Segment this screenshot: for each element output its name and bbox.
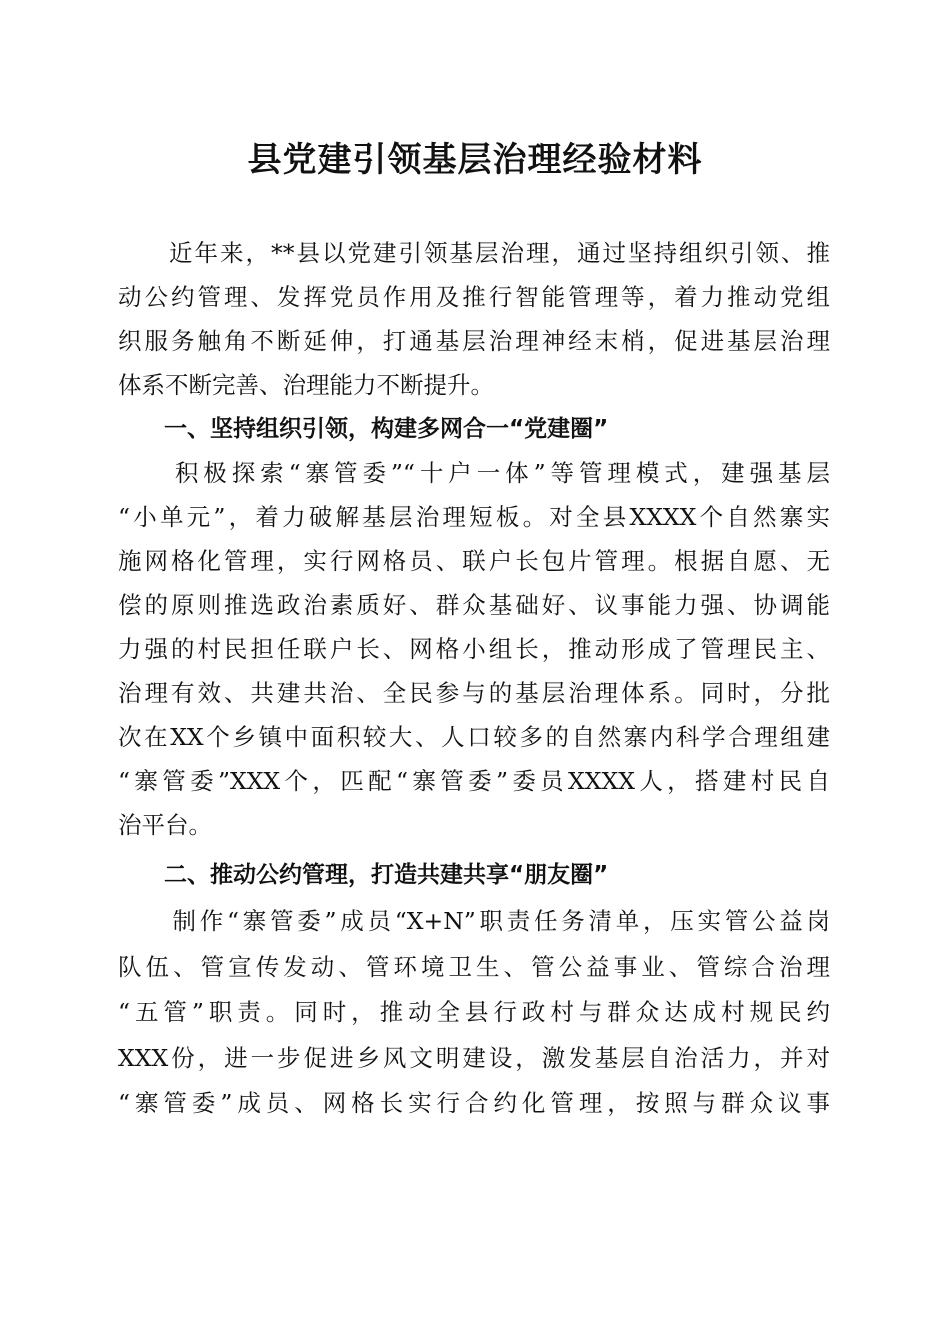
paragraph-line: “小单元”，着力破解基层治理短板。对全县XXXX个自然寨实 (118, 503, 830, 531)
section-heading: 一、坚持组织引领，构建多网合一“党建圈” (118, 416, 609, 442)
paragraph-line: 织服务触角不断延伸，打通基层治理神经末梢，促进基层治理 (118, 327, 830, 355)
document-title: 县党建引领基层治理经验材料 (247, 140, 703, 180)
paragraph-line: 施网格化管理，实行网格员、联户长包片管理。根据自愿、无 (118, 547, 830, 575)
paragraph-line: 偿的原则推选政治素质好、群众基础好、议事能力强、协调能 (118, 591, 830, 619)
paragraph-line: 治理有效、共建共治、全民参与的基层治理体系。同时，分批 (118, 679, 830, 707)
paragraph-line: 动公约管理、发挥党员作用及推行智能管理等，着力推动党组 (118, 283, 830, 311)
paragraph-line: XXX份，进一步促进乡风文明建设，激发基层自治活力，并对 (118, 1044, 830, 1072)
paragraph-line: “寨管委”XXX个，匹配“寨管委”委员XXXX人，搭建村民自 (118, 767, 830, 795)
paragraph-line: 体系不断完善、治理能力不断提升。 (118, 371, 494, 399)
paragraph-line: “寨管委”成员、网格长实行合约化管理，按照与群众议事 (118, 1089, 830, 1117)
paragraph-line: “五管”职责。同时，推动全县行政村与群众达成村规民约 (118, 998, 830, 1026)
paragraph-line: 近年来，**县以党建引领基层治理，通过坚持组织引领、推 (118, 239, 830, 267)
section-heading: 二、推动公约管理，打造共建共享“朋友圈” (118, 862, 609, 888)
paragraph-line: 积极探索“寨管委”“十户一体”等管理模式，建强基层 (118, 459, 830, 487)
paragraph-line: 力强的村民担任联户长、网格小组长，推动形成了管理民主、 (118, 635, 830, 663)
paragraph-line: 制作“寨管委”成员“X+N”职责任务清单，压实管公益岗 (118, 907, 830, 935)
paragraph-line: 治平台。 (118, 811, 212, 839)
paragraph-line: 队伍、管宣传发动、管环境卫生、管公益事业、管综合治理 (118, 953, 830, 981)
paragraph-line: 次在XX个乡镇中面积较大、人口较多的自然寨内科学合理组建 (118, 723, 830, 751)
